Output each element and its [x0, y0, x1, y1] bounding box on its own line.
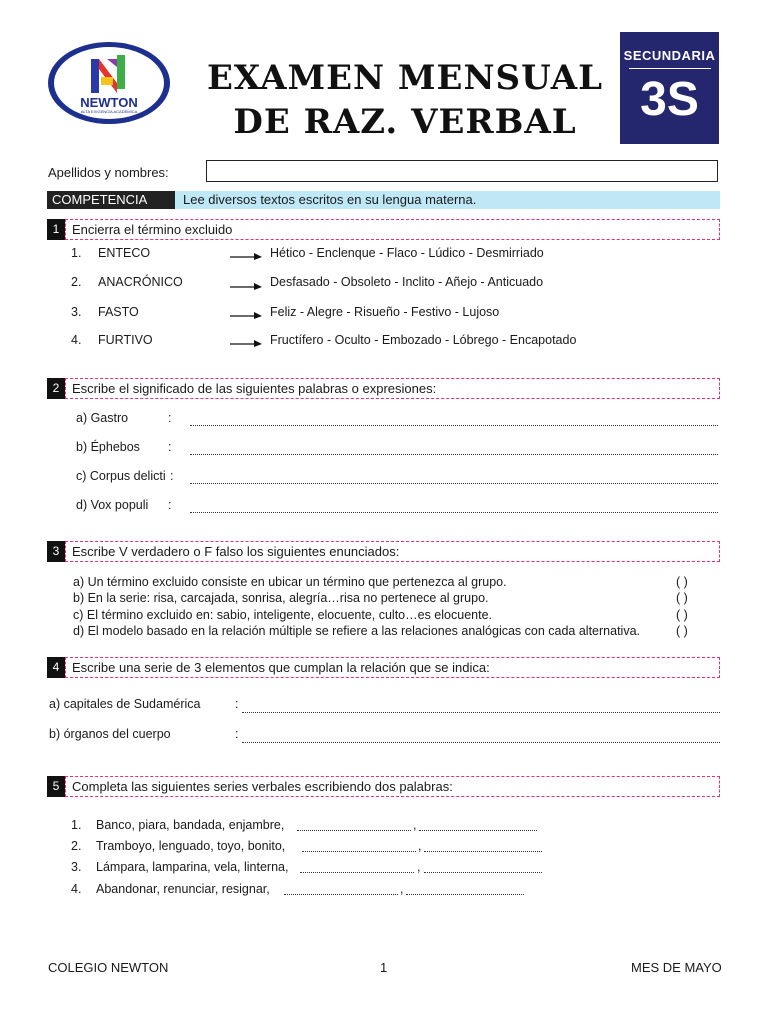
- comma: ,: [400, 882, 404, 896]
- question-number: 2: [47, 378, 65, 399]
- series-text: Tramboyo, lenguado, toyo, bonito,: [96, 839, 286, 853]
- colon: :: [168, 498, 172, 512]
- item-options: Feliz - Alegre - Risueño - Festivo - Lujoso: [270, 305, 500, 319]
- title-line1: EXAMEN MENSUAL: [206, 58, 603, 98]
- grade-badge: [620, 32, 719, 144]
- answer-paren[interactable]: ( ): [676, 575, 688, 589]
- newton-emblem-icon: [87, 53, 131, 95]
- item-word: FASTO: [98, 305, 139, 319]
- item-word: ENTECO: [98, 246, 151, 260]
- answer-line[interactable]: [190, 425, 718, 426]
- footer-school: COLEGIO NEWTON: [48, 960, 169, 975]
- answer-line[interactable]: [419, 830, 537, 831]
- answer-line[interactable]: [242, 712, 720, 713]
- statement: d) El modelo basado en la relación múltiple se refiere a las relaciones analógicas con cada alternativa.: [73, 624, 640, 638]
- term-label: c) Corpus delicti: [76, 469, 166, 483]
- colon: :: [168, 411, 172, 425]
- item-word: FURTIVO: [98, 333, 153, 347]
- answer-paren[interactable]: ( ): [676, 624, 688, 638]
- comma: ,: [413, 818, 417, 832]
- comma: ,: [418, 839, 422, 853]
- item-number: 2.: [71, 839, 82, 853]
- statement: a) Un término excluido consiste en ubicar un término que pertenezca al grupo.: [73, 575, 507, 589]
- question-number: 4: [47, 657, 65, 678]
- competencia-text: Lee diversos textos escritos en su lengua materna.: [175, 191, 720, 209]
- title-line2: DE RAZ. VERBAL: [233, 102, 577, 142]
- question-prompt: Escribe el significado de las siguientes palabras o expresiones:: [65, 378, 720, 399]
- question-number: 1: [47, 219, 65, 240]
- term-label: d) Vox populi: [76, 498, 149, 512]
- answer-line[interactable]: [190, 512, 718, 513]
- answer-line[interactable]: [424, 851, 542, 852]
- item-number: 4.: [71, 333, 82, 347]
- answer-line[interactable]: [242, 742, 720, 743]
- question-prompt: Escribe V verdadero o F falso los siguientes enunciados:: [65, 541, 720, 562]
- item-number: 1.: [71, 818, 82, 832]
- answer-line[interactable]: [300, 872, 414, 873]
- question-prompt: Encierra el término excluido: [65, 219, 720, 240]
- colon: :: [170, 469, 174, 483]
- item-options: Hético - Enclenque - Flaco - Lúdico - Desmirriado: [270, 246, 544, 260]
- footer-month: MES DE MAYO: [631, 960, 722, 975]
- colon: :: [235, 727, 239, 741]
- name-field[interactable]: [206, 160, 718, 182]
- term-label: a) Gastro: [76, 411, 129, 425]
- answer-line[interactable]: [297, 830, 411, 831]
- answer-line[interactable]: [284, 894, 398, 895]
- relation-label: a) capitales de Sudamérica: [49, 697, 201, 711]
- answer-line[interactable]: [190, 454, 718, 455]
- series-text: Banco, piara, bandada, enjambre,: [96, 818, 285, 832]
- question-number: 3: [47, 541, 65, 562]
- question-number: 5: [47, 776, 65, 797]
- item-number: 3.: [71, 860, 82, 874]
- colon: :: [235, 697, 239, 711]
- answer-line[interactable]: [190, 483, 718, 484]
- answer-line[interactable]: [406, 894, 524, 895]
- logo-name: NEWTON: [80, 95, 138, 110]
- badge-grade: 3S: [640, 73, 699, 126]
- arrow-icon: [230, 281, 262, 291]
- item-number: 4.: [71, 882, 82, 896]
- answer-paren[interactable]: ( ): [676, 591, 688, 605]
- name-label: Apellidos y nombres:: [48, 165, 169, 180]
- answer-line[interactable]: [424, 872, 542, 873]
- item-options: Desfasado - Obsoleto - Inclito - Añejo - Anticuado: [270, 275, 544, 289]
- statement: c) El término excluido en: sabio, inteligente, elocuente, culto…es elocuente.: [73, 608, 492, 622]
- colon: :: [168, 440, 172, 454]
- item-word: ANACRÓNICO: [98, 275, 183, 289]
- item-options: Fructífero - Oculto - Embozado - Lóbrego - Encapotado: [270, 333, 577, 347]
- question-prompt: Escribe una serie de 3 elementos que cumplan la relación que se indica:: [65, 657, 720, 678]
- series-text: Abandonar, renunciar, resignar,: [96, 882, 270, 896]
- item-number: 3.: [71, 305, 82, 319]
- question-prompt: Completa las siguientes series verbales escribiendo dos palabras:: [65, 776, 720, 797]
- comma: ,: [417, 860, 421, 874]
- series-text: Lámpara, lamparina, vela, linterna,: [96, 860, 289, 874]
- term-label: b) Éphebos: [76, 440, 140, 454]
- relation-label: b) órganos del cuerpo: [49, 727, 171, 741]
- item-number: 2.: [71, 275, 82, 289]
- competencia-label: COMPETENCIA: [47, 191, 175, 209]
- answer-line[interactable]: [302, 851, 416, 852]
- item-number: 1.: [71, 246, 82, 260]
- footer-page-number: 1: [380, 960, 388, 975]
- newton-logo: [48, 42, 170, 124]
- statement: b) En la serie: risa, carcajada, sonrisa, alegría…risa no pertenece al grupo.: [73, 591, 489, 605]
- arrow-icon: [230, 310, 262, 320]
- badge-divider: [629, 68, 711, 69]
- logo-tagline: ALTA EXIGENCIA ACADÉMICA: [80, 109, 138, 114]
- arrow-icon: [230, 338, 262, 348]
- badge-level: SECUNDARIA: [623, 48, 716, 63]
- arrow-icon: [230, 251, 262, 261]
- answer-paren[interactable]: ( ): [676, 608, 688, 622]
